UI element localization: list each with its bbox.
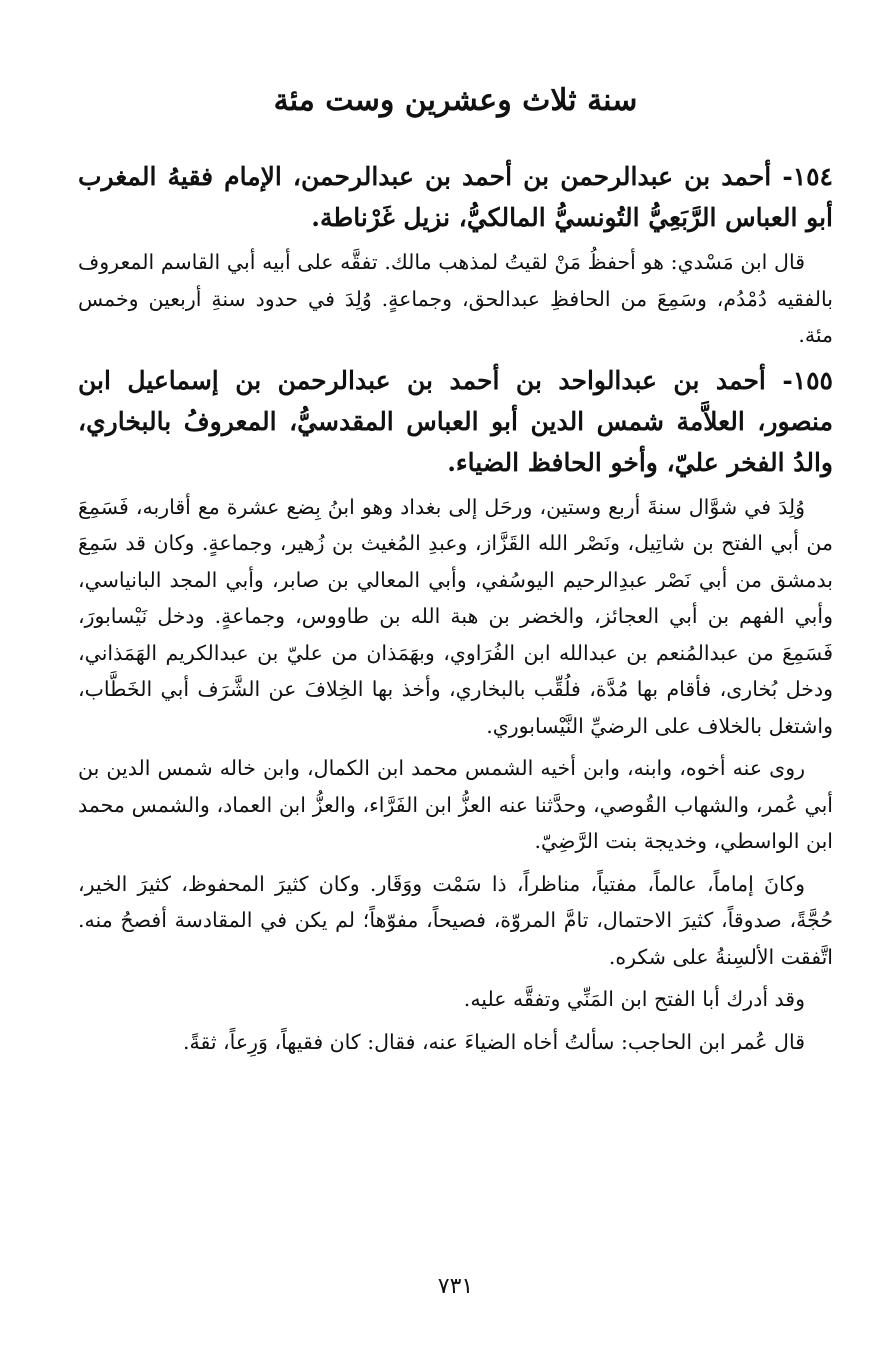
entry-155-paragraph: وكانَ إماماً، عالماً، مفتياً، مناظراً، ذا سَمْت ووَقَار. وكان كثيرَ المحفوظ، كثيرَ الخير، حُجَّةً، صدوقاً، كثيرَ الاحتمال، تامَّ المروّة، فصيحاً، مفوّهاً؛ لم يكن في المقادسة أفصحُ منه. اتَّفقت الألسِنةُ على شكره.	[78, 871, 833, 969]
entry-heading-155: ١٥٥- أحمد بن عبدالواحد بن أحمد بن عبدالرحمن بن إسماعيل ابن منصور، العلاَّمة شمس الدين أبو العباس المقدسيُّ، المعروفُ بالبخاري، والدُ الفخر عليّ، وأخو الحافظ الضياء.	[78, 365, 833, 477]
entry-154-paragraph: قال ابن مَسْدي: هو أحفظُ مَنْ لقيتُ لمذهب مالك. تفقَّه على أبيه أبي القاسم المعروف بالفقيه دُمْدُم، وسَمِعَ من الحافظِ عبدالحق، وجماعةٍ. وُلِدَ في حدود سنةِ أربعين وخمس مئة.	[78, 250, 833, 347]
page-body	[78, 156, 833, 1066]
page-number: ٧٣١	[437, 1274, 474, 1299]
entry-155-paragraph: وُلِدَ في شوَّال سنةَ أربع وستين، ورحَل إلى بغداد وهو ابنُ بِضع عشرة مع أقاربه، فَسَمِعَ من أبي الفتح بن شاتِيل، ونَصْر الله القَزَّاز، وعبدِ المُغيث بن زُهير، وجماعةٍ. وكان قد سَمِعَ بدمشق من أبي نَصْر عبدِالرحيم اليوسُفي، وأبي المعالي بن صابر، وأبي المجد البانياسي، وأبي الفهم بن أبي العجائز، والخضر بن هبة الله بن طاووس، وجماعةٍ. ودخل نَيْسابورَ، فَسَمِعَ من عبدالمُنعم بن عبدالله ابن الفُرَاوي، وبهَمَذان من عليّ بن عبدالكريم الهَمَذاني، ودخل بُخارى، فأقام بها مُدَّة، فلُقِّب بالبخاري، وأخذ بها الخِلافَ عن الشَّرَف أبي الخَطَّاب، واشتغل بالخلاف على الرضيِّ النَّيْسابوري.	[78, 494, 833, 738]
entry-155-paragraph: روى عنه أخوه، وابنه، وابن أخيه الشمس محمد ابن الكمال، وابن خاله شمس الدين بن أبي عُمر، والشهاب القُوصي، وحدَّثنا عنه العزُّ ابن الفَرَّاء، والعزُّ ابن العماد، والشمس محمد ابن الواسطي، وخديجة بنت الرَّضِيّ.	[78, 756, 833, 853]
page-title: سنة ثلاث وعشرين وست مئة	[273, 83, 638, 118]
book-page	[78, 0, 833, 1371]
entry-155-paragraph: وقد أدرك أبا الفتح ابن المَنِّي وتفقَّه عليه.	[463, 987, 805, 1011]
entry-155-paragraph: قال عُمر ابن الحاجب: سألتُ أخاه الضياءَ عنه، فقال: كان فقيهاً، وَرِعاً، ثقةً.	[182, 1029, 805, 1054]
entry-heading-154: ١٥٤- أحمد بن عبدالرحمن بن أحمد بن عبدالرحمن، الإمام فقيهُ المغرب أبو العباس الرَّبَعِيُّ التُونسيُّ المالكيُّ، نزيل غَرْناطة.	[78, 162, 833, 232]
